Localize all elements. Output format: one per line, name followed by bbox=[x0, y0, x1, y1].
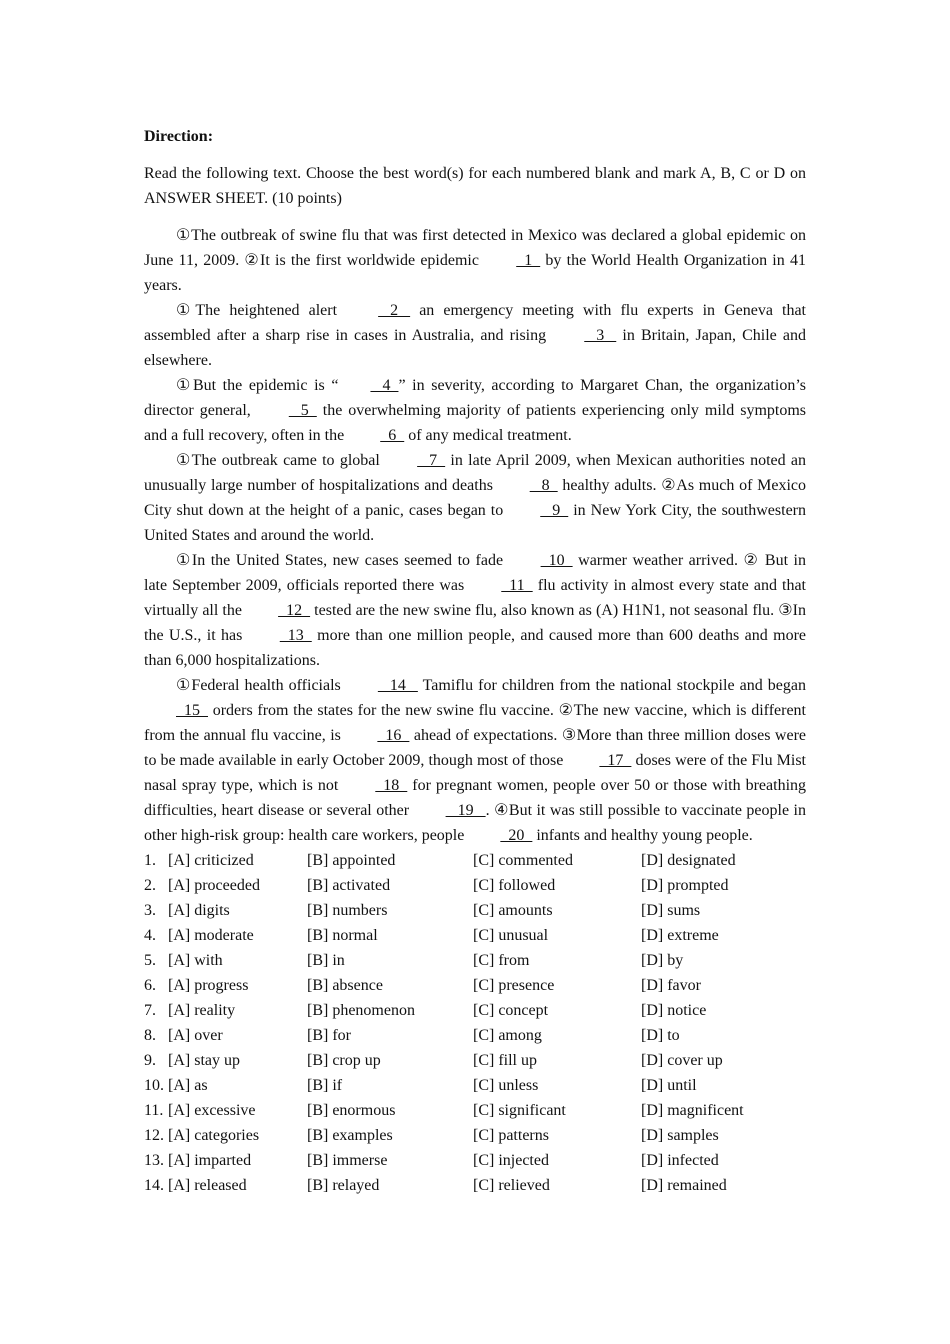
passage-text: . ④But it was still possible to vaccinate people in other high-risk group: health care workers, people bbox=[144, 802, 807, 844]
passage-text: warmer weather arrived. ② But in late September 2009, officials reported there was bbox=[144, 552, 806, 594]
option-a: [A] criticized bbox=[168, 852, 254, 869]
passage-paragraph bbox=[144, 223, 806, 298]
option-c: [C] injected bbox=[473, 1152, 549, 1169]
option-c: [C] followed bbox=[473, 877, 556, 894]
question-number: 14. bbox=[144, 1177, 164, 1194]
option-d: [D] remained bbox=[641, 1177, 727, 1194]
option-c: [C] significant bbox=[473, 1102, 566, 1119]
option-b: [B] numbers bbox=[307, 902, 388, 919]
option-d: [D] sums bbox=[641, 902, 701, 919]
question-number: 10. bbox=[144, 1077, 164, 1094]
passage bbox=[144, 223, 806, 848]
passage-text: for pregnant women, people over 50 or those with breathing difficulties, heart disease or several other bbox=[144, 777, 807, 819]
question-number: 8. bbox=[144, 1027, 156, 1044]
option-b: [B] appointed bbox=[307, 852, 396, 869]
blank-number: 2 bbox=[378, 302, 411, 319]
option-d: [D] favor bbox=[641, 977, 701, 994]
option-a: [A] over bbox=[168, 1027, 223, 1044]
blank-number: 14 bbox=[377, 677, 418, 694]
question-number: 11. bbox=[144, 1102, 164, 1119]
passage-paragraph bbox=[144, 548, 806, 673]
option-a: [A] as bbox=[168, 1077, 208, 1094]
passage-text: ①In the United States, new cases seemed to fade bbox=[176, 552, 509, 569]
option-c: [C] patterns bbox=[473, 1127, 549, 1144]
question-number: 7. bbox=[144, 1002, 156, 1019]
option-row bbox=[144, 1123, 806, 1148]
option-a: [A] imparted bbox=[168, 1152, 252, 1169]
option-a: [A] proceeded bbox=[168, 877, 260, 894]
option-a: [A] progress bbox=[168, 977, 249, 994]
passage-text: ①The outbreak of swine flu that was first detected in Mexico was declared a global epidemic on June 11, 2009. ②It is the first worldwide epidemic bbox=[144, 227, 806, 269]
option-d: [D] notice bbox=[641, 1002, 707, 1019]
question-number: 5. bbox=[144, 952, 156, 969]
blank-number: 5 bbox=[288, 402, 317, 419]
option-b: [B] absence bbox=[307, 977, 383, 994]
option-a: [A] categories bbox=[168, 1127, 260, 1144]
blank-number: 20 bbox=[500, 827, 533, 844]
option-b: [B] examples bbox=[307, 1127, 393, 1144]
blank-number: 1 bbox=[516, 252, 541, 269]
document-page bbox=[144, 124, 806, 1198]
option-c: [C] unusual bbox=[473, 927, 549, 944]
option-b: [B] activated bbox=[307, 877, 391, 894]
option-b: [B] if bbox=[307, 1077, 343, 1094]
blank-number: 10 bbox=[540, 552, 573, 569]
passage-text: ” in severity, according to Margaret Chan, the organization’s director general, bbox=[144, 377, 806, 419]
passage-text: the overwhelming majority of patients experiencing only mild symptoms and a full recovery, often in the bbox=[144, 402, 807, 444]
passage-text: more than one million people, and caused more than 600 deaths and more than 6,000 hospitalizations. bbox=[144, 627, 807, 669]
option-d: [D] until bbox=[641, 1077, 697, 1094]
option-row bbox=[144, 923, 806, 948]
passage-text: ①Federal health officials bbox=[176, 677, 346, 694]
option-b: [B] crop up bbox=[307, 1052, 381, 1069]
option-row bbox=[144, 1173, 806, 1198]
option-d: [D] prompted bbox=[641, 877, 729, 894]
option-c: [C] presence bbox=[473, 977, 555, 994]
passage-text: by the World Health Organization in 41 years. bbox=[144, 252, 806, 294]
option-row bbox=[144, 948, 806, 973]
option-a: [A] with bbox=[168, 952, 223, 969]
passage-text: orders from the states for the new swine flu vaccine. ②The new vaccine, which is different from the annual flu vaccine, is bbox=[144, 702, 806, 744]
question-number: 6. bbox=[144, 977, 156, 994]
option-b: [B] immerse bbox=[307, 1152, 388, 1169]
option-c: [C] unless bbox=[473, 1077, 539, 1094]
passage-paragraph bbox=[144, 298, 806, 373]
blank-number: 3 bbox=[584, 327, 617, 344]
blank-number: 15 bbox=[176, 702, 208, 719]
passage-text: in Britain, Japan, Chile and elsewhere. bbox=[144, 327, 806, 369]
passage-text: ahead of expectations. ③More than three million doses were to be made available in early October 2009, though most of those bbox=[144, 727, 806, 769]
question-number: 12. bbox=[144, 1127, 164, 1144]
option-row bbox=[144, 898, 806, 923]
blank-number: 9 bbox=[540, 502, 569, 519]
option-d: [D] magnificent bbox=[641, 1102, 744, 1119]
option-d: [D] extreme bbox=[641, 927, 719, 944]
option-d: [D] infected bbox=[641, 1152, 719, 1169]
option-c: [C] among bbox=[473, 1027, 542, 1044]
option-a: [A] excessive bbox=[168, 1102, 256, 1119]
option-row bbox=[144, 1023, 806, 1048]
option-d: [D] by bbox=[641, 952, 684, 969]
passage-paragraph bbox=[144, 448, 806, 548]
blank-number: 12 bbox=[278, 602, 311, 619]
question-number: 3. bbox=[144, 902, 156, 919]
question-number: 13. bbox=[144, 1152, 164, 1169]
option-a: [A] stay up bbox=[168, 1052, 240, 1069]
option-row bbox=[144, 873, 806, 898]
option-a: [A] moderate bbox=[168, 927, 254, 944]
question-number: 4. bbox=[144, 927, 156, 944]
option-b: [B] relayed bbox=[307, 1177, 380, 1194]
option-b: [B] enormous bbox=[307, 1102, 396, 1119]
blank-number: 16 bbox=[377, 727, 410, 744]
passage-paragraph bbox=[144, 373, 806, 448]
blank-number: 7 bbox=[417, 452, 446, 469]
option-b: [B] normal bbox=[307, 927, 378, 944]
option-d: [D] samples bbox=[641, 1127, 719, 1144]
question-number: 1. bbox=[144, 852, 156, 869]
option-c: [C] commented bbox=[473, 852, 573, 869]
blank-number: 13 bbox=[279, 627, 312, 644]
passage-text: of any medical treatment. bbox=[404, 427, 572, 444]
passage-text: an emergency meeting with flu experts in Geneva that assembled after a sharp rise in cases in Australia, and rising bbox=[144, 302, 807, 344]
passage-text: doses were of the Flu Mist nasal spray type, which is not bbox=[144, 752, 807, 794]
passage-paragraph bbox=[144, 673, 806, 848]
option-c: [C] from bbox=[473, 952, 530, 969]
passage-text: tested are the new swine flu, also known as (A) H1N1, not seasonal flu. ③In the U.S., it has bbox=[144, 602, 807, 644]
passage-text: in New York City, the southwestern United States and around the world. bbox=[144, 502, 807, 544]
option-row bbox=[144, 998, 806, 1023]
option-d: [D] designated bbox=[641, 852, 736, 869]
option-a: [A] reality bbox=[168, 1002, 236, 1019]
blank-number: 4 bbox=[370, 377, 399, 394]
option-row bbox=[144, 848, 806, 873]
passage-text: Tamiflu for children from the national stockpile and began bbox=[417, 677, 807, 694]
option-row bbox=[144, 1098, 806, 1123]
option-row bbox=[144, 1073, 806, 1098]
blank-number: 8 bbox=[529, 477, 558, 494]
blank-number: 17 bbox=[599, 752, 632, 769]
answer-options bbox=[144, 848, 806, 1198]
option-c: [C] fill up bbox=[473, 1052, 537, 1069]
blank-number: 18 bbox=[375, 777, 408, 794]
passage-text: healthy adults. ②As much of Mexico City shut down at the height of a panic, cases began to bbox=[144, 477, 807, 519]
question-number: 9. bbox=[144, 1052, 156, 1069]
option-c: [C] concept bbox=[473, 1002, 549, 1019]
option-b: [B] phenomenon bbox=[307, 1002, 415, 1019]
passage-text: flu activity in almost every state and that virtually all the bbox=[144, 577, 807, 619]
blank-number: 11 bbox=[501, 577, 533, 594]
question-number: 2. bbox=[144, 877, 156, 894]
option-a: [A] released bbox=[168, 1177, 247, 1194]
passage-text: infants and healthy young people. bbox=[532, 827, 753, 844]
option-row bbox=[144, 1148, 806, 1173]
option-d: [D] cover up bbox=[641, 1052, 723, 1069]
option-row bbox=[144, 1048, 806, 1073]
option-b: [B] in bbox=[307, 952, 345, 969]
passage-text: in late April 2009, when Mexican authorities noted an unusually large number of hospitalizations and deaths bbox=[144, 452, 807, 494]
option-row bbox=[144, 973, 806, 998]
option-b: [B] for bbox=[307, 1027, 351, 1044]
option-d: [D] to bbox=[641, 1027, 680, 1044]
blank-number: 19 bbox=[445, 802, 486, 819]
direction-instructions: Read the following text. Choose the best word(s) for each numbered blank and mark A, B, C or D on ANSWER SHEET. (10 points) bbox=[144, 165, 806, 207]
option-c: [C] amounts bbox=[473, 902, 553, 919]
option-a: [A] digits bbox=[168, 902, 230, 919]
passage-text: ①The outbreak came to global bbox=[176, 452, 386, 469]
direction-heading: Direction: bbox=[144, 128, 214, 145]
option-c: [C] relieved bbox=[473, 1177, 550, 1194]
passage-text: ①But the epidemic is “ bbox=[176, 377, 339, 394]
blank-number: 6 bbox=[380, 427, 405, 444]
passage-text: ①The heightened alert bbox=[176, 302, 347, 319]
